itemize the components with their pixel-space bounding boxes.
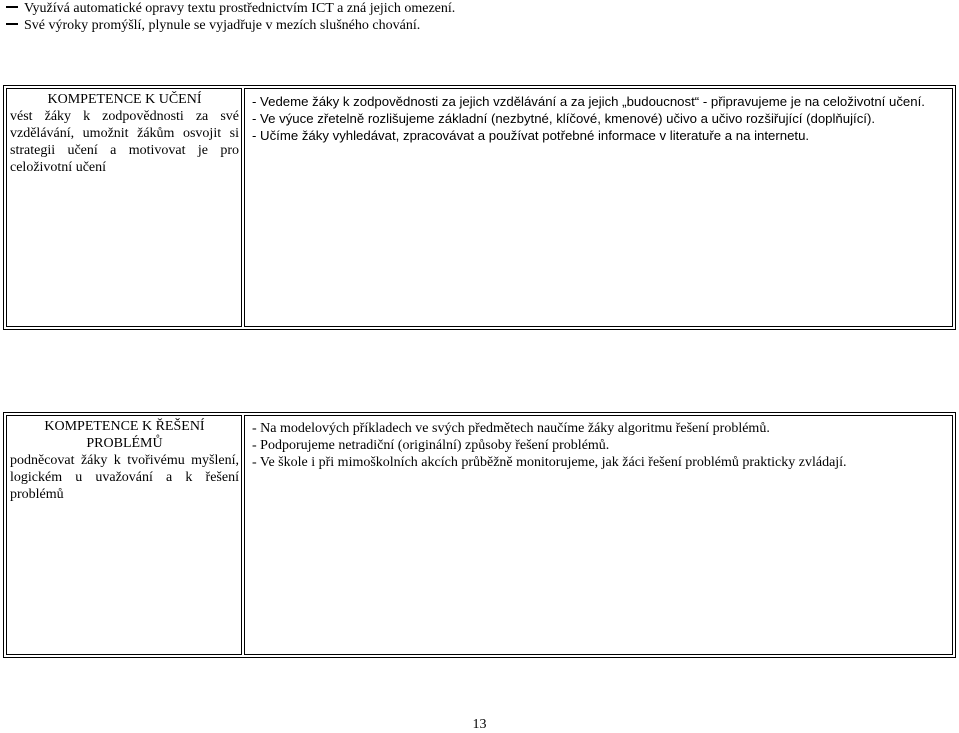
competence-learning-label-cell — [6, 88, 242, 327]
bullet-text: Své výroky promýšlí, plynule se vyjadřuje v mezích slušného chování. — [24, 18, 421, 33]
competence-learning-heading: KOMPETENCE K UČENÍ — [47, 92, 202, 107]
strategy-item: - Ve škole i při mimoškolních akcích průběžně monitorujeme, jak žáci řešení problémů prakticky zvládají. — [252, 455, 847, 470]
bullet-text: Využívá automatické opravy textu prostřednictvím ICT a zná jejich omezení. — [24, 1, 456, 16]
competence-problem-solving-description: podněcovat žáky k tvořivému myšlení, logickém u uvažování a k řešení problémů — [10, 453, 239, 502]
competence-problem-solving-heading: KOMPETENCE K ŘEŠENÍ — [44, 419, 205, 434]
dash-bullet-icon — [6, 23, 18, 25]
competence-problem-solving-heading-line2: PROBLÉMŮ — [86, 436, 163, 451]
competence-problem-solving-content-cell — [244, 415, 953, 655]
competence-learning-description: vést žáky k zodpovědnosti za své vzdělávání, umožnit žákům osvojit si strategii učení a motivovat je pro celoživotní učení — [10, 109, 239, 175]
page-number: 13 — [472, 717, 487, 732]
strategy-item: - Na modelových příkladech ve svých předmětech naučíme žáky algoritmu řešení problémů. — [252, 421, 770, 436]
bullet-item — [6, 0, 455, 17]
strategy-item: - Podporujeme netradiční (originální) způsoby řešení problémů. — [252, 438, 610, 453]
competence-problem-solving-table — [3, 412, 956, 658]
strategy-item: - Vedeme žáky k zodpovědnosti za jejich vzdělávání a za jejich „budoucnost“ - připravujeme je na celoživotní učení. — [252, 94, 925, 109]
strategy-item: - Ve výuce zřetelně rozlišujeme základní (nezbytné, klíčové, kmenové) učivo a učivo rozšiřující (doplňující). — [252, 111, 876, 126]
competence-problem-solving-label-cell — [6, 415, 242, 655]
bullet-item — [6, 17, 455, 34]
competence-learning-table — [3, 85, 956, 330]
strategy-item: - Učíme žáky vyhledávat, zpracovávat a používat potřebné informace v literatuře a na internetu. — [252, 128, 810, 143]
dash-bullet-icon — [6, 6, 18, 8]
competence-learning-content-cell — [244, 88, 953, 327]
top-bullet-list — [6, 0, 455, 34]
